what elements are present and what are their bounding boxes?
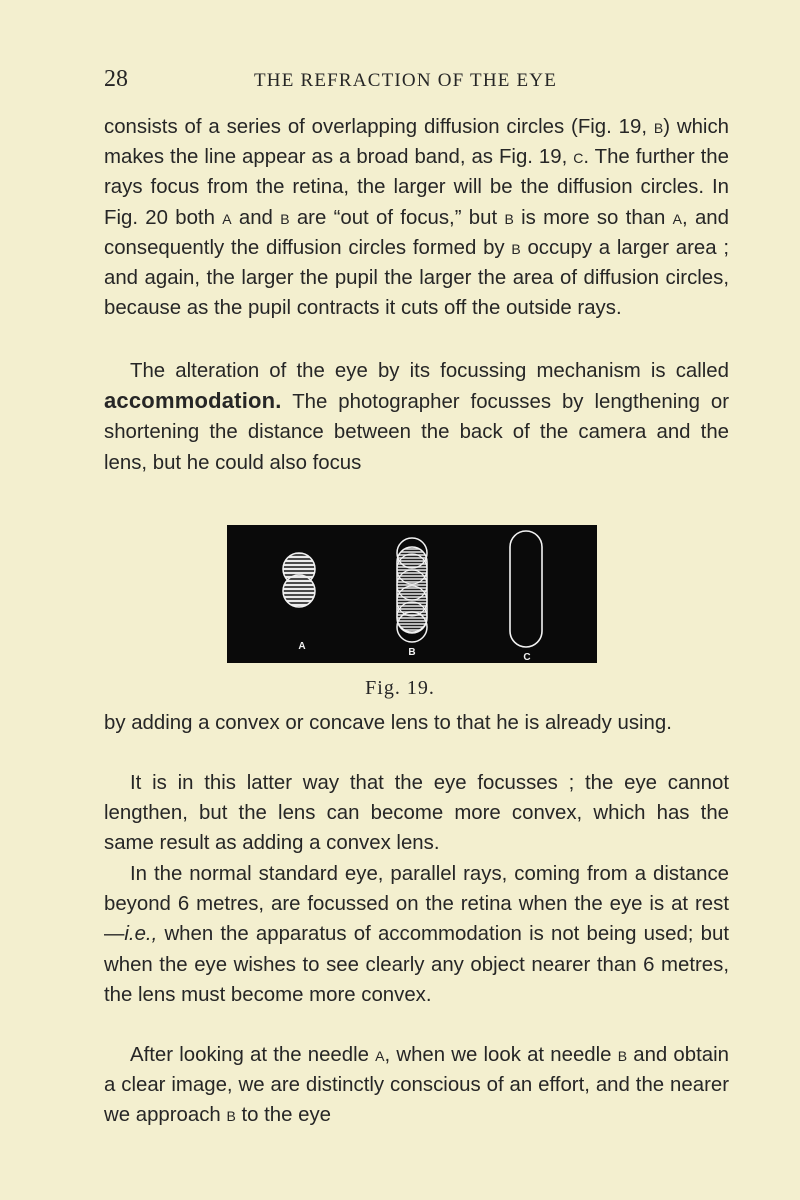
needle-c-broad-band [510, 531, 542, 647]
page-header [104, 66, 729, 96]
figure-caption: Fig. 19. [365, 677, 435, 699]
running-head: THE REFRACTION OF THE EYE [254, 70, 558, 91]
page-number: 28 [104, 66, 128, 92]
figure-19-diffusion-circles [227, 525, 597, 665]
paragraph-needle-effort: After looking at the needle a, when we look at needle b and obtain a clear image, we are distinctly conscious of an effort, and the nearer we approach b to the eye [104, 1044, 729, 1127]
figure-label-a: A [298, 641, 306, 652]
needle-a-diffusion-circles [283, 553, 315, 607]
term-accommodation: accommodation. [104, 388, 282, 414]
paragraph-accommodation: The alteration of the eye by its focussing mechanism is called accommodation. The photographer focusses by lengthening or shortening the distance between the back of the camera and the lens, but he could also focus [104, 360, 729, 474]
figure-label-c: C [523, 652, 531, 663]
paragraph-eye-focusses: It is in this latter way that the eye focusses ; the eye cannot lengthen, but the lens can become more convex, which has the same result as adding a convex lens. [104, 772, 729, 855]
figure-label-b: B [408, 647, 416, 658]
paragraph-normal-eye: In the normal standard eye, parallel rays, coming from a distance beyond 6 metres, are focussed on the retina when the eye is at rest—i.e., when the apparatus of accommodation is not being used; but when the eye wishes to see clearly any object nearer than 6 metres, the lens must become more convex. [104, 863, 729, 1006]
figure-19-illustration [227, 525, 597, 665]
paragraph-diffusion-circles: consists of a series of overlapping diffusion circles (Fig. 19, b) which makes the line appear as a broad band, as Fig. 19, c. The further the rays focus from the retina, the larger will be the diffusion circles. In Fig. 20 both a and b are “out of focus,” but b is more so than a, and consequently the diffusion circles formed by b occupy a larger area ; and again, the larger the pupil the larger the area of diffusion circles, because as the pupil contracts it cuts off the outside rays. [104, 116, 729, 320]
needle-b-diffusion-circles [397, 538, 427, 642]
paragraph-convex-lens: by adding a convex or concave lens to that he is already using. [104, 712, 672, 734]
